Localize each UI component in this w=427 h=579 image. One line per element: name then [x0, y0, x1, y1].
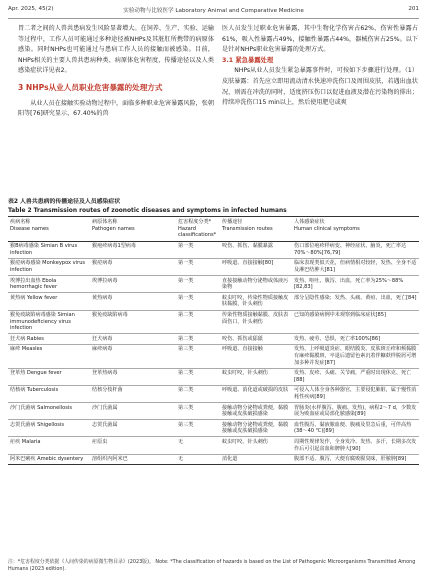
table-row — [8, 344, 419, 368]
cell-disease: 志贺氏菌病 Shigellosis — [8, 420, 90, 437]
cell-hazard: 第一类 — [176, 293, 220, 310]
cell-symptoms: 发热、上呼吸道炎症、眼结膜炎、皮肤斑丘疹和颊黏膜有麻疹黏膜斑，卒退后遗留色素沉着伴糠麸样脱屑可增加多种并发症[87] — [292, 344, 419, 368]
table-row — [8, 334, 419, 345]
cell-symptoms: 腹部不适、腹泻，大便有腐败腥臭味，肝脓肿[89] — [292, 454, 419, 465]
cell-symptoms: 部分呈隐性感染；发热、头痛、黄疸、出血，死亡[84] — [292, 293, 419, 310]
cell-hazard: 第三类 — [176, 344, 220, 368]
cell-disease: 麻疹 Measles — [8, 344, 90, 368]
cell-route: 咬伤、抓伤、黏膜暴露 — [220, 241, 292, 258]
cell-pathogen: 沙门氏菌属 — [90, 403, 176, 420]
cell-hazard: 第二类 — [176, 334, 220, 345]
cell-route: 呼吸道、直接接触 — [220, 344, 292, 368]
table-body — [8, 241, 419, 464]
cell-symptoms: 胃肠炎(水样腹泻、腹痛、发热)，病程2～7 d，少数发展为败血症或局部化脓感染[89] — [292, 403, 419, 420]
paragraph: 从业人员在接触实验动物过程中，面临多种职业危害暴露风险，张朝阳等[76]研究显示，67.40%的兽 — [18, 99, 214, 118]
cell-symptoms: 周期性规律发作，全身发冷、发热、多汗，长期多次发作后可引起贫血和脾肿大[90] — [292, 437, 419, 454]
cell-pathogen: 猴疱疹病毒1型病毒 — [90, 241, 176, 258]
cell-hazard: 第一类 — [176, 276, 220, 293]
paragraph: 胃二者之间的人兽共患病发生风险显著增大。在饲养、生产、实验、运输等过程中，工作人员可能通过多种途径被NHPs及其脏肛所携带的病原体感染。同时NHPs也可能通过与患病工作人员的接触而被感染。目前，NHPs相关的主要人兽共患病种类、病原体危害程度、传播途径以及人类感染症状详见表2。 — [18, 25, 214, 75]
cell-pathogen: 志贺氏菌属 — [90, 420, 176, 437]
cell-symptoms: 已知的感染病例中未观察到临床症状[85] — [292, 310, 419, 334]
header-hazard: 危害程度分类* Hazard classifications* — [176, 217, 220, 242]
cell-pathogen: 狂犬病毒 — [90, 334, 176, 345]
subsection-heading: 3.1 紧急暴露处理 — [222, 56, 274, 64]
cell-hazard: 第二类 — [176, 385, 220, 402]
cell-route: 传染性物质接触黏膜、皮肤表面伤口，针头刺伤 — [220, 310, 292, 334]
cell-disease: 埃博拉出血热 Ebola hemorrhagic fever — [8, 276, 90, 293]
journal-title: 实验动物与比较医学 Laboratory Animal and Comparative Medicine — [123, 8, 304, 14]
cell-hazard: 第三类 — [176, 403, 220, 420]
cell-hazard: 无 — [176, 454, 220, 465]
header-pathogen: 病原体名称 Pathogen names — [90, 217, 176, 242]
table-row — [8, 403, 419, 420]
table-row — [8, 258, 419, 275]
cell-hazard: 第三类 — [176, 420, 220, 437]
table-row — [8, 385, 419, 402]
cell-hazard: 第一类 — [176, 241, 220, 258]
cell-symptoms: 血性腹泻、黏液脓血便、腹痛及里急后重，可伴高热(38～40 ℃)[89] — [292, 420, 419, 437]
cell-disease: 狂犬病 Rabies — [8, 334, 90, 345]
cell-pathogen: 猴痘病毒 — [90, 258, 176, 275]
cell-disease: 阿米巴痢疾 Amebic dysentery — [8, 454, 90, 465]
cell-pathogen: 结核分枝杆菌 — [90, 385, 176, 402]
running-header — [8, 6, 419, 19]
cell-pathogen: 黄热病毒 — [90, 293, 176, 310]
page-number: 201 — [408, 6, 419, 12]
table-row — [8, 454, 419, 465]
cell-disease: 沙门氏菌病 Salmonellosis — [8, 403, 90, 420]
cell-route: 呼吸道、消化道或破损的皮肤 — [220, 385, 292, 402]
table-note: 注：*危害程度分类依据《人间传染的病原微生物目录》(2023版)。 Note: *The classification of hazards is based on the List of Pathogenic Microorganisms Transmitted Among Humans (2023 edition). — [8, 559, 416, 572]
table-row — [8, 420, 419, 437]
issue-info: Apr. 2025, 45(2) — [8, 6, 54, 12]
cell-hazard: 第一类 — [176, 258, 220, 275]
right-column — [222, 24, 418, 109]
cell-route: 消化道 — [220, 454, 292, 465]
cell-hazard: 第二类 — [176, 368, 220, 385]
cell-route: 接触动物分泌物或粪便，黏膜接触或皮肤破损感染 — [220, 403, 292, 420]
cell-pathogen: 麻疹病毒 — [90, 344, 176, 368]
cell-symptoms: 发热、呕吐、腹泻、出血，死亡率为25%～88%[82,83] — [292, 276, 419, 293]
table-row — [8, 293, 419, 310]
table-caption-cn: 表2 人兽共患病的传播途径及人员感染症状 — [8, 199, 121, 205]
cell-pathogen: 猴免疫缺陷病毒 — [90, 310, 176, 334]
cell-disease: 猴免疫缺陷病毒感染 Simian immunodeficiency virus infection — [8, 310, 90, 334]
cell-route: 蚊虫叮咬，针头刺伤 — [220, 368, 292, 385]
table-row — [8, 310, 419, 334]
cell-disease: 登革热 Dengue fever — [8, 368, 90, 385]
cell-disease: 结核病 Tuberculosis — [8, 385, 90, 402]
cell-pathogen: 疟原虫 — [90, 437, 176, 454]
cell-symptoms: 可侵入人体全身各种器官，主要侵犯肺脏，属于慢性消耗性疾病[89] — [292, 385, 419, 402]
table-row — [8, 368, 419, 385]
cell-route: 蚊虫叮咬，传染性物质接触皮肤黏膜，针头刺伤 — [220, 293, 292, 310]
cell-pathogen: 埃博拉病毒 — [90, 276, 176, 293]
cell-symptoms: 发热、疲劳、恐惧，死亡率100%[86] — [292, 334, 419, 345]
paragraph: NHPs从业人员发生紧急暴露事件时，可按如下步骤进行处理。（1）皮肤暴露：首先应立即用流动清水快速冲洗伤口及周围皮肤，若遇出血状况，则需在冲洗的同时，适度挤压伤口以促进血液及潜在污染物的排出；持续冲洗伤口15 min以上，然后使用肥皂或爽 — [222, 67, 418, 107]
table-row — [8, 241, 419, 258]
cell-route: 咬伤、抓伤或舔舐 — [220, 334, 292, 345]
cell-route: 接触动物分泌物或粪便，黏膜接触或皮肤破损感染 — [220, 420, 292, 437]
cell-disease: 黄热病 Yellow fever — [8, 293, 90, 310]
cell-disease: 猴痘病毒感染 Monkeypox virus infection — [8, 258, 90, 275]
cell-disease: 疟疾 Malaria — [8, 437, 90, 454]
table-row — [8, 437, 419, 454]
left-column — [18, 24, 214, 120]
paragraph: 医人员发生过职业危害暴露，其中生物化学伤害占62%，伤害性暴露占61%，吸入性暴露占49%，接触性暴露占44%，器械伤害占25%。以下是针对NHPs职业危害暴露的处理方式。 — [222, 25, 418, 54]
section-heading: 3 NHPs从业人员职业危害暴露的处理方式 — [18, 82, 163, 92]
cell-hazard: 第二类 — [176, 310, 220, 334]
header-disease: 疾病名称 Disease names — [8, 217, 90, 242]
cell-hazard: 无 — [176, 437, 220, 454]
cell-route: 蚊虫叮咬、针头刺伤 — [220, 437, 292, 454]
cell-route: 直接接触动物分泌物或体液污染物 — [220, 276, 292, 293]
cell-symptoms: 临床表现类似天花，但病情相对较轻，发热、全身不适及淋巴结肿大[81] — [292, 258, 419, 275]
table-row — [8, 276, 419, 293]
table-caption-en: Table 2 Transmission routes of zoonotic diseases and symptoms in infected humans — [8, 207, 287, 214]
cell-symptoms: 发热、皮疹、头痛、关节痛，严重时出现休克、死亡[88] — [292, 368, 419, 385]
header-symptoms: 人体感染症状 Human clinical symptoms — [292, 217, 419, 242]
table-caption — [8, 198, 419, 215]
header-route: 传播途径 Transmission routes — [220, 217, 292, 242]
cell-route: 呼吸道、直接接触[80] — [220, 258, 292, 275]
zoonotic-disease-table — [8, 216, 419, 465]
cell-pathogen: 登革热病毒 — [90, 368, 176, 385]
cell-symptoms: 伤口部位疱疹样病变、神经症状、脑炎，死亡率达70%～80%[76,79] — [292, 241, 419, 258]
cell-disease: 猴B病毒感染 Simian B virus infection — [8, 241, 90, 258]
cell-pathogen: 溶组织内阿米巴 — [90, 454, 176, 465]
table-header-row — [8, 217, 419, 242]
